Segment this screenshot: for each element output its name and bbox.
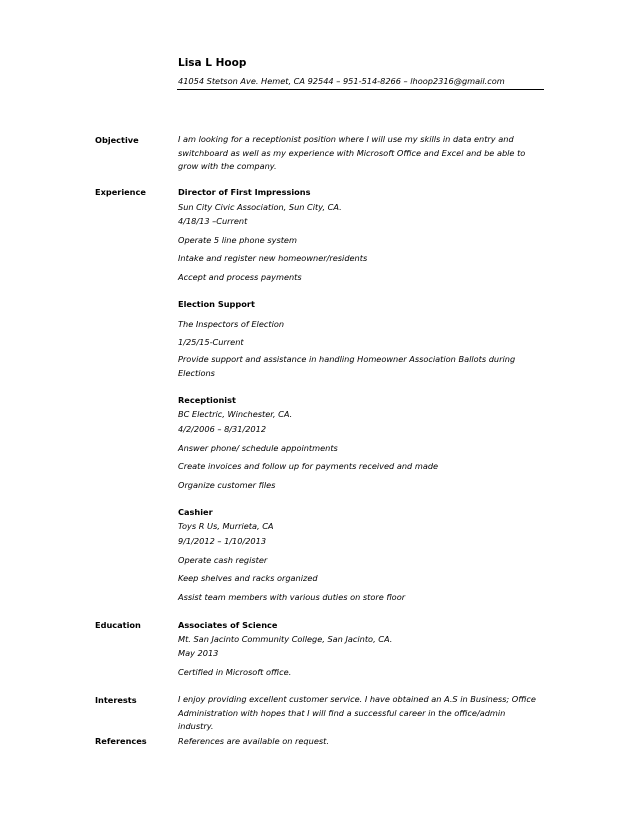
section-label-objective: Objective <box>95 135 139 145</box>
section-label-references: References <box>95 736 147 746</box>
job-duty: Intake and register new homeowner/residents <box>178 253 368 263</box>
job-duty: Organize customer files <box>178 480 276 490</box>
job-organization: BC Electric, Winchester, CA. <box>178 409 293 419</box>
job-duty: Assist team members with various duties on store floor <box>178 592 406 602</box>
applicant-name: Lisa L Hoop <box>178 57 247 69</box>
job-duty: Create invoices and follow up for payments received and made <box>178 461 439 471</box>
job-dates: 4/18/13 –Current <box>178 216 248 226</box>
job-organization: Toys R Us, Murrieta, CA <box>178 521 274 531</box>
education-note: Certified in Microsoft office. <box>178 667 292 677</box>
header-divider <box>177 89 544 90</box>
job-title: Election Support <box>178 299 255 309</box>
section-label-interests: Interests <box>95 695 137 705</box>
job-duty: Operate cash register <box>178 555 268 565</box>
job-dates: 4/2/2006 – 8/31/2012 <box>178 424 267 434</box>
job-title: Cashier <box>178 507 213 517</box>
job-organization: Sun City Civic Association, Sun City, CA. <box>178 202 342 212</box>
education-date: May 2013 <box>178 648 219 658</box>
job-organization: The Inspectors of Election <box>178 319 285 329</box>
section-label-experience: Experience <box>95 187 146 197</box>
job-duty: Answer phone/ schedule appointments <box>178 443 338 453</box>
education-degree: Associates of Science <box>178 620 278 630</box>
interests-text: I enjoy providing excellent customer service. I have obtained an A.S in Business; Office Administration with hopes that I will find a successful career in the office/admin industry. <box>178 694 536 731</box>
objective-text: I am looking for a receptionist position where I will use my skills in data entry and switchboard as well as my experience with Microsoft Office and Excel and be able to grow with the company. <box>178 134 526 171</box>
contact-info: 41054 Stetson Ave. Hemet, CA 92544 – 951-514-8266 – lhoop2316@gmail.com <box>178 76 505 86</box>
job-title: Receptionist <box>178 395 236 405</box>
job-duty: Accept and process payments <box>178 272 302 282</box>
job-duty: Provide support and assistance in handling Homeowner Association Ballots during Elections <box>178 354 516 378</box>
job-title: Director of First Impressions <box>178 187 311 197</box>
job-dates: 9/1/2012 – 1/10/2013 <box>178 536 267 546</box>
section-label-education: Education <box>95 620 141 630</box>
job-duty: Operate 5 line phone system <box>178 235 297 245</box>
job-duty: Keep shelves and racks organized <box>178 573 318 583</box>
references-text: References are available on request. <box>178 736 329 746</box>
education-school: Mt. San Jacinto Community College, San Jacinto, CA. <box>178 634 393 644</box>
job-dates: 1/25/15-Current <box>178 337 244 347</box>
resume-header <box>178 56 544 87</box>
